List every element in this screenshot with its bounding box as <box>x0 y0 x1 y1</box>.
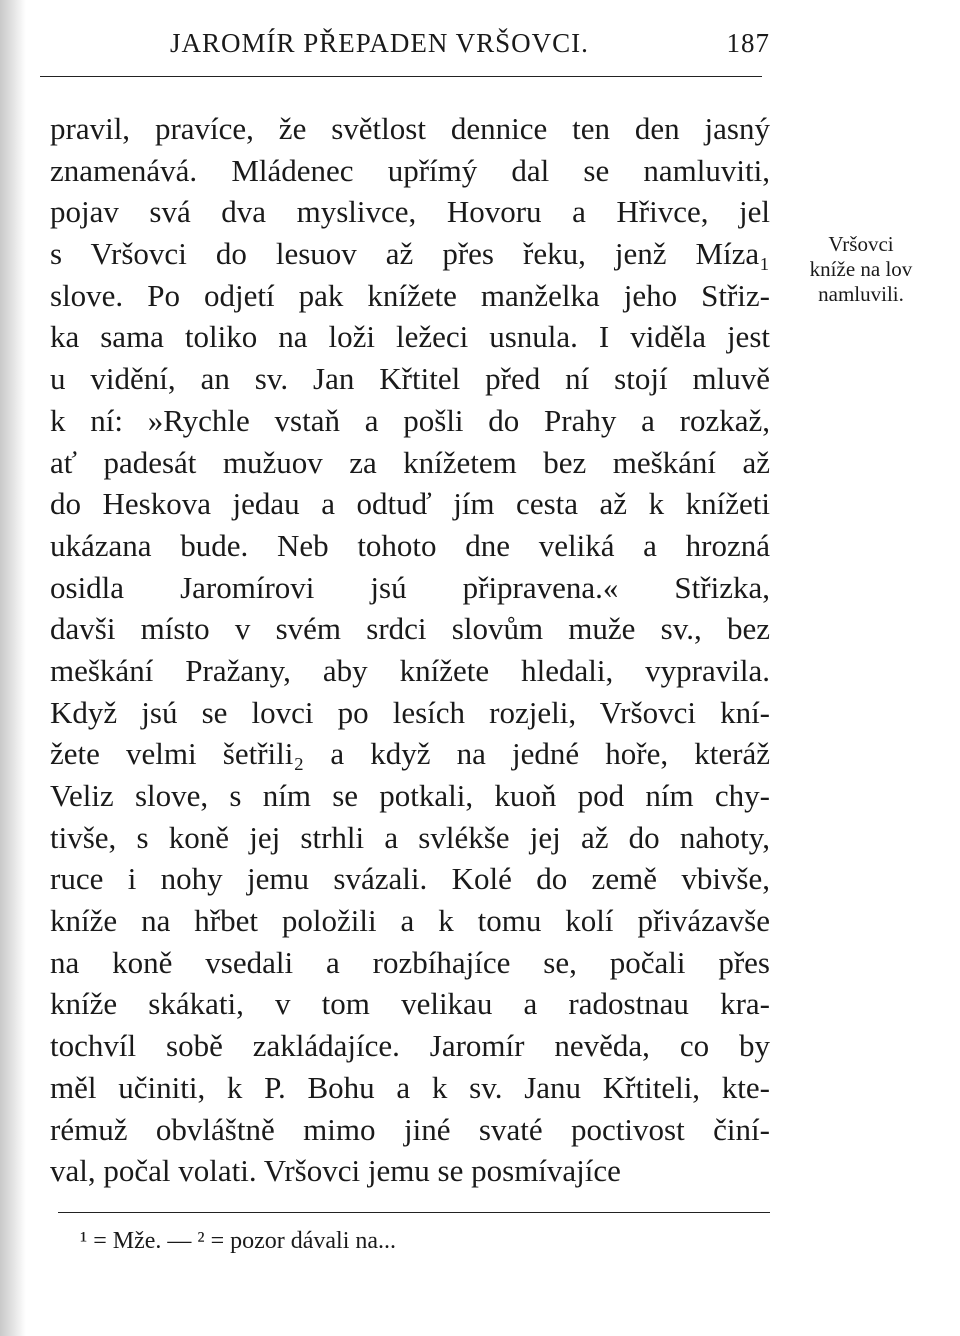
text-line: ukázana bude. Neb tohoto dne veliká a hrozná <box>50 527 770 563</box>
text-line: kníže skákati, v tom velikau a radostnau kra- <box>50 986 770 1022</box>
text-line: ať padesát mužuov za knížetem bez meškání až <box>50 444 770 480</box>
text-line: na koně vsedali a rozbíhajíce se, počali přes <box>50 944 770 980</box>
footnote: ¹ = Mže. — ² = pozor dávali na... <box>80 1228 397 1254</box>
scan-gutter-shadow <box>0 0 26 1336</box>
body-text <box>50 108 770 1192</box>
text-line: tivše, s koně jej strhli a svlékše jej až do nahoty, <box>50 819 770 855</box>
text-line: znamenává. Mládenec upřímý dal se namluviti, <box>50 152 770 188</box>
margin-note <box>786 232 936 307</box>
text-line: Veliz slove, s ním se potkali, kuoň pod ním chy- <box>50 778 770 813</box>
chapter-title: JAROMÍR PŘEPADEN VRŠOVCI. <box>170 28 589 58</box>
text-line: tochvíl sobě zakládajíce. Jaromír nevěda, co by <box>50 1028 770 1064</box>
page-number: 187 <box>726 28 770 58</box>
text-line: u vidění, an sv. Jan Křtitel před ní stojí mluvě <box>50 361 770 397</box>
text-line: kníže na hřbet položili a k tomu kolí přivázavše <box>50 903 770 939</box>
text-line: ka sama toliko na loži ležeci usnula. I viděla jest <box>50 319 770 355</box>
text-line: slove. Po odjetí pak knížete manželka jeho Střiz- <box>50 277 770 313</box>
text-line: val, počal volati. Vršovci jemu se posmívajíce <box>50 1153 621 1189</box>
text-line: meškání Pražany, aby knížete hledali, vypravila. <box>50 652 770 688</box>
text-line: k ní: »Rychle vstaň a pošli do Prahy a rozkaž, <box>50 402 770 438</box>
text-line: ruce i nohy jemu svázali. Kolé do země vbivše, <box>50 861 770 897</box>
running-head <box>170 28 770 60</box>
text-line: osidla Jaromírovi jsú připravena.« Střizka, <box>50 569 770 605</box>
text-line: měl učiniti, k P. Bohu a k sv. Janu Křtiteli, kte- <box>50 1069 770 1105</box>
text-line: pojav svá dva myslivce, Hovoru a Hřivce, jel <box>50 194 770 230</box>
text-line: s Vršovci do lesuov až přes řeku, jenž Míza₁ <box>50 236 770 272</box>
text-line: do Heskova jedau a odtuď jím cesta až k knížeti <box>50 486 770 522</box>
text-line: davši místo v svém srdci slovům muže sv., bez <box>50 611 770 647</box>
margin-note-line: Vršovci <box>828 232 894 256</box>
text-line: Když jsú se lovci po lesích rozjeli, Vršovci kní- <box>50 694 770 730</box>
text-line: žete velmi šetřili₂ a když na jedné hoře, kteráž <box>50 736 770 772</box>
header-rule <box>40 76 762 77</box>
text-line: rémuž obvláštně mimo jiné svaté poctivost činí- <box>50 1111 770 1147</box>
margin-note-line: kníže na lov <box>809 257 913 281</box>
footnote-rule <box>58 1212 770 1213</box>
margin-note-line: namluvili. <box>818 282 904 306</box>
text-line: pravil, pravíce, že světlost dennice ten den jasný <box>50 111 770 146</box>
